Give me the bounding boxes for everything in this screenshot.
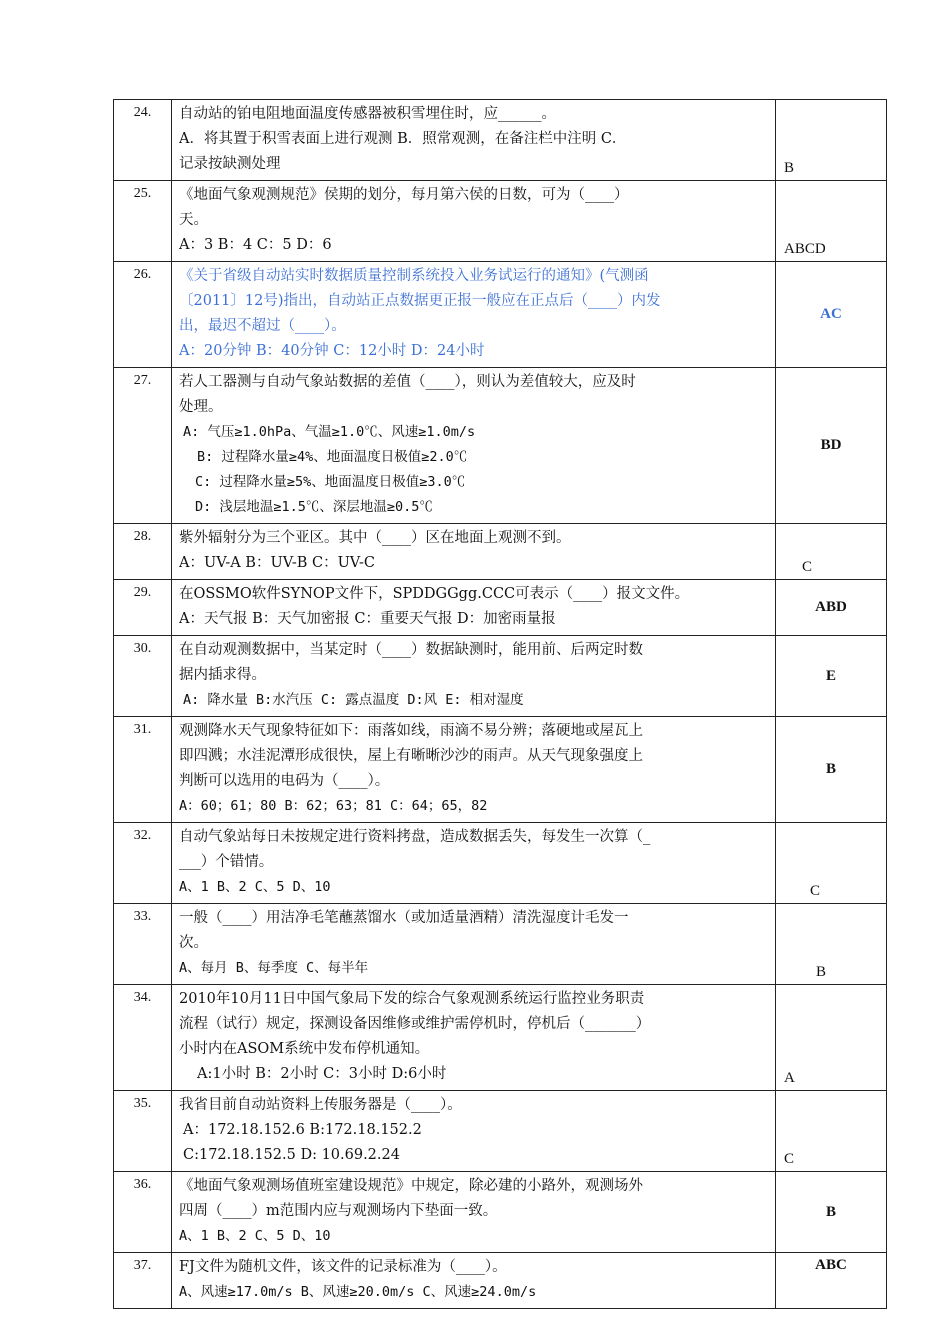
question-number: 28.	[114, 524, 172, 580]
table-row	[114, 262, 887, 368]
question-text: 在OSSMO软件SYNOP文件下，SPDDGGgg.CCC可表示（____）报文文件。 A：天气报 B：天气加密报 C：重要天气报 D：加密雨量报	[172, 580, 776, 636]
answer-cell: C	[776, 1091, 887, 1172]
question-text: 自动站的铂电阻地面温度传感器被积雪埋住时，应______。 A．将其置于积雪表面上进行观测 B．照常观测，在备注栏中注明 C． 记录按缺测处理	[172, 100, 776, 181]
question-number: 32.	[114, 823, 172, 904]
table-row	[114, 823, 887, 904]
question-number: 31.	[114, 717, 172, 823]
answer-cell: B	[776, 904, 887, 985]
answer-cell: B	[776, 100, 887, 181]
table-row	[114, 1091, 887, 1172]
question-text: 一般（____）用洁净毛笔蘸蒸馏水（或加适量酒精）清洗湿度计毛发一 次。 A、每月 B、每季度 C、每半年	[172, 904, 776, 985]
question-text: 《地面气象观测规范》侯期的划分，每月第六侯的日数，可为（____） 天。 A：3 B：4 C：5 D：6	[172, 181, 776, 262]
question-text: 《地面气象观测场值班室建设规范》中规定，除必建的小路外，观测场外 四周（____）m范围内应与观测场内下垫面一致。 A、1 B、2 C、5 D、10	[172, 1172, 776, 1253]
question-number: 33.	[114, 904, 172, 985]
question-text: FJ文件为随机文件，该文件的记录标准为（____）。 A、风速≥17.0m/s B、风速≥20.0m/s C、风速≥24.0m/s	[172, 1253, 776, 1309]
question-text: 2010年10月11日中国气象局下发的综合气象观测系统运行监控业务职责 流程（试行）规定，探测设备因维修或维护需停机时，停机后（_______） 小时内在ASOM系统中发布停机通知。 A:1小时 B：2小时 C：3小时 D:6小时	[172, 985, 776, 1091]
question-number: 30.	[114, 636, 172, 717]
question-text: 我省目前自动站资料上传服务器是（____）。 A：172.18.152.6 B:172.18.152.2 C:172.18.152.5 D: 10.69.2.24	[172, 1091, 776, 1172]
question-number: 24.	[114, 100, 172, 181]
answer-cell: B	[776, 717, 887, 823]
answer-cell: A	[776, 985, 887, 1091]
question-number: 36.	[114, 1172, 172, 1253]
answer-cell: C	[776, 524, 887, 580]
table-row	[114, 181, 887, 262]
question-text: 《关于省级自动站实时数据质量控制系统投入业务试运行的通知》(气测函 〔2011〕12号)指出，自动站正点数据更正报一般应在正点后（____）内发 出，最迟不超过（____）。 A：20分钟 B：40分钟 C：12小时 D：24小时	[172, 262, 776, 368]
question-text: 在自动观测数据中，当某定时（____）数据缺测时，能用前、后两定时数 据内插求得。 A: 降水量 B:水汽压 C: 露点温度 D:风 E: 相对湿度	[172, 636, 776, 717]
table-row	[114, 1172, 887, 1253]
question-text: 自动气象站每日未按规定进行资料拷盘，造成数据丢失，每发生一次算（_ ___）个错情。 A、1 B、2 C、5 D、10	[172, 823, 776, 904]
table-row	[114, 717, 887, 823]
question-text: 观测降水天气现象特征如下：雨落如线，雨滴不易分辨；落硬地或屋瓦上 即四溅；水洼泥潭形成很快，屋上有晰晰沙沙的雨声。从天气现象强度上 判断可以选用的电码为（____）。 A：60；61；80 B：62；63；81 C：64；65，82	[172, 717, 776, 823]
answer-cell: ABD	[776, 580, 887, 636]
question-text: 紫外辐射分为三个亚区。其中（____）区在地面上观测不到。 A：UV-A B：UV-B C：UV-C	[172, 524, 776, 580]
table-row	[114, 100, 887, 181]
table-row	[114, 368, 887, 524]
table-row	[114, 1253, 887, 1309]
question-table	[113, 99, 887, 1309]
question-number: 25.	[114, 181, 172, 262]
table-row	[114, 636, 887, 717]
question-number: 34.	[114, 985, 172, 1091]
question-number: 37.	[114, 1253, 172, 1309]
answer-cell: ABCD	[776, 181, 887, 262]
question-number: 29.	[114, 580, 172, 636]
answer-cell: E	[776, 636, 887, 717]
answer-cell: B	[776, 1172, 887, 1253]
answer-cell: ABC	[776, 1253, 887, 1309]
question-text: 若人工器测与自动气象站数据的差值（____），则认为差值较大，应及时 处理。 A: 气压≥1.0hPa、气温≥1.0℃、风速≥1.0m/s B: 过程降水量≥4%、地面温度日极值≥2.0℃ C: 过程降水量≥5%、地面温度日极值≥3.0℃ D: 浅层地温≥1.5℃、深层地温≥0.5℃	[172, 368, 776, 524]
table-row	[114, 904, 887, 985]
question-number: 35.	[114, 1091, 172, 1172]
answer-cell: AC	[776, 262, 887, 368]
question-number: 26.	[114, 262, 172, 368]
answer-cell: C	[776, 823, 887, 904]
table-row	[114, 524, 887, 580]
question-number: 27.	[114, 368, 172, 524]
table-row	[114, 985, 887, 1091]
answer-cell: BD	[776, 368, 887, 524]
table-row	[114, 580, 887, 636]
